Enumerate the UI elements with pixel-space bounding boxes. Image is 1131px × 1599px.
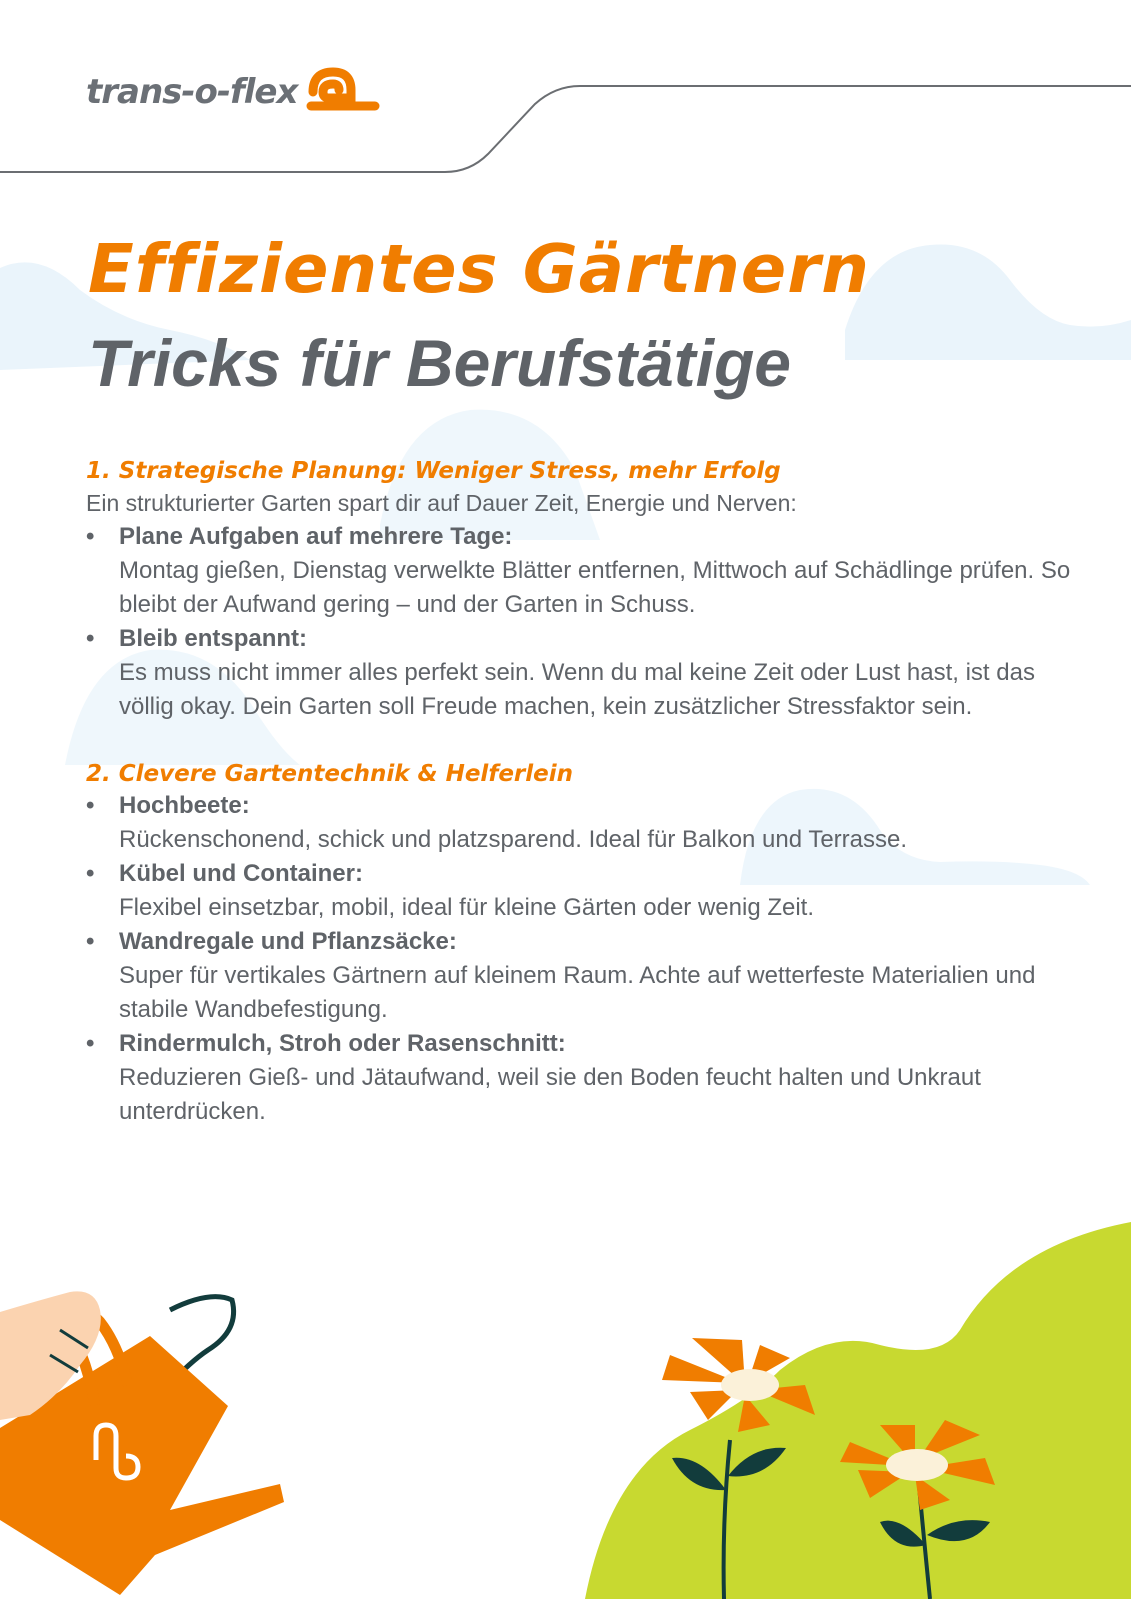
section-heading: 2. Clevere Gartentechnik & Helferlein	[86, 761, 574, 787]
bullet-list	[86, 789, 1096, 1129]
list-item	[86, 857, 1096, 925]
list-item	[86, 622, 1096, 724]
content-body	[86, 456, 1096, 1129]
item-text: Reduzieren Gieß- und Jätaufwand, weil sie den Boden feucht halten und Unkraut unterdrücken.	[119, 1064, 981, 1125]
brand-wordmark: trans-o-flex	[86, 72, 298, 112]
page-subtitle: Tricks für Berufstätige	[88, 326, 791, 400]
section-intro: Ein strukturierter Garten spart dir auf Dauer Zeit, Energie und Nerven:	[86, 490, 797, 516]
item-title: • Hochbeete:	[119, 792, 250, 819]
item-title: • Rindermulch, Stroh oder Rasenschnitt:	[119, 1030, 566, 1057]
brand-logo[interactable]	[86, 66, 381, 118]
item-text: Montag gießen, Dienstag verwelkte Blätter entfernen, Mittwoch auf Schädlinge prüfen. So bleibt der Aufwand gering – und der Garten in Schuss.	[119, 557, 1071, 618]
item-text: Flexibel einsetzbar, mobil, ideal für kleine Gärten oder wenig Zeit.	[119, 894, 815, 921]
item-text: Rückenschonend, schick und platzsparend. Ideal für Balkon und Terrasse.	[119, 826, 908, 853]
list-item	[86, 925, 1096, 1027]
item-title: • Kübel und Container:	[119, 860, 363, 887]
item-text: Super für vertikales Gärtnern auf kleinem Raum. Achte auf wetterfeste Materialien und stabile Wandbefestigung.	[119, 962, 1036, 1023]
brand-logo-icon	[305, 66, 381, 118]
item-title: • Bleib entspannt:	[119, 625, 308, 652]
hill-shapes	[585, 1222, 1131, 1599]
bullet-list	[86, 520, 1096, 724]
list-item	[86, 1027, 1096, 1129]
section-heading: 1. Strategische Planung: Weniger Stress, mehr Erfolg	[86, 458, 781, 484]
item-text: Es muss nicht immer alles perfekt sein. Wenn du mal keine Zeit oder Lust hast, ist das völlig okay. Dein Garten soll Freude machen, kein zusätzlicher Stressfaktor sein.	[119, 659, 1035, 720]
watering-can-icon	[0, 1291, 284, 1595]
item-title: • Wandregale und Pflanzsäcke:	[119, 928, 457, 955]
page-title: Effizientes Gärtnern	[88, 230, 870, 308]
item-title: • Plane Aufgaben auf mehrere Tage:	[119, 523, 513, 550]
list-item	[86, 520, 1096, 622]
list-item	[86, 789, 1096, 857]
